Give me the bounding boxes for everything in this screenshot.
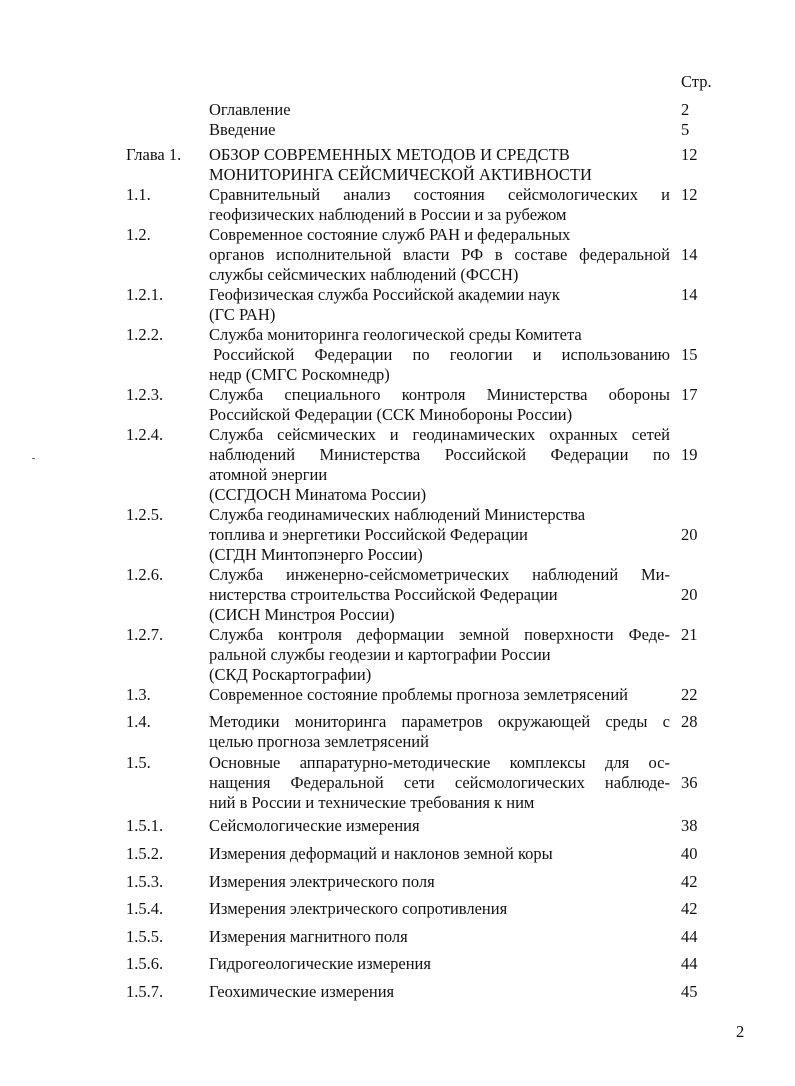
toc-entry-title: Измерения электрического сопротивления [209,899,508,918]
toc-entry-page: 36 [681,773,698,792]
toc-entry-page: 22 [681,685,698,704]
toc-entry-page: 38 [681,816,698,835]
toc-entry-title: Гидрогеологические измерения [209,954,431,973]
page-number: 2 [736,1022,745,1041]
toc-entry-title: Служба сейсмических и геодинамических охранных сетей наблюдений Министерства Российской Федерации по атомной энергии (ССГДОСН Минатома России) [209,425,670,504]
toc-entry-number: 1.2.7. [126,625,164,644]
toc-entry-page: 2 [681,100,690,119]
toc-entry-page: 20 [681,525,698,544]
toc-entry-page: 44 [681,954,698,973]
toc-entry-number: 1.5.7. [126,982,164,1001]
toc-entry-number: 1.5.4. [126,899,164,918]
toc-entry-page: 14 [681,245,698,264]
toc-entry-title: Сравнительный анализ состояния сейсмологических и геофизических наблюдений в России и за рубежом [209,185,670,224]
toc-entry-page: 40 [681,844,698,863]
toc-entry-page: 17 [681,385,698,404]
scan-speck [32,458,35,459]
toc-entry-title: Служба инженерно-сейсмометрических наблюдений Ми- нистерства строительства Российской Федерации (СИСН Минстроя России) [209,565,670,624]
toc-entry-page: 12 [681,185,698,204]
toc-entry-number: 1.2.3. [126,385,164,404]
toc-entry-page: 42 [681,872,698,891]
toc-entry-title: Введение [209,120,276,139]
toc-entry-title: Современное состояние служб РАН и федеральных органов исполнительной власти РФ в составе федеральной службы сейсмических наблюдений (ФССН) [209,225,670,284]
toc-entry-page: 19 [681,445,698,464]
toc-entry-page: 44 [681,927,698,946]
toc-entry-number: 1.5.6. [126,954,164,973]
toc-entry-number: 1.2.2. [126,325,164,344]
toc-entry-page: 15 [681,345,698,364]
toc-entry-number: 1.2.1. [126,285,164,304]
toc-entry-title: Современное состояние проблемы прогноза землетрясений [209,685,628,704]
toc-entry-title: Методики мониторинга параметров окружающей среды с целью прогноза землетрясений [209,712,670,751]
toc-entry-number: 1.5.1. [126,816,164,835]
toc-entry-title: Геохимические измерения [209,982,395,1001]
toc-entry-number: 1.5.2. [126,844,164,863]
toc-entry-number: Глава 1. [126,145,182,164]
toc-entry-title: ОБЗОР СОВРЕМЕННЫХ МЕТОДОВ И СРЕДСТВ МОНИТОРИНГА СЕЙСМИЧЕСКОЙ АКТИВНОСТИ [209,145,592,184]
toc-entry-title: Основные аппаратурно-методические комплексы для ос- нащения Федеральной сети сейсмологических наблюде- ний в России и технические требования к ним [209,753,670,812]
toc-entry-page: 20 [681,585,698,604]
toc-entry-page: 45 [681,982,698,1001]
toc-entry-title: Измерения электрического поля [209,872,435,891]
toc-entry-page: 12 [681,145,698,164]
toc-entry-number: 1.2. [126,225,151,244]
toc-entry-title: Сейсмологические измерения [209,816,420,835]
toc-entry-title: Служба специального контроля Министерства обороны Российской Федерации (ССК Минобороны России) [209,385,670,424]
toc-entry-title: Служба контроля деформации земной поверхности Феде- ральной службы геодезии и картографии России (СКД Роскартографии) [209,625,670,684]
toc-entry-number: 1.2.4. [126,425,164,444]
toc-entry-title: Оглавление [209,100,291,119]
toc-entry-number: 1.3. [126,685,151,704]
toc-entry-number: 1.5. [126,753,151,772]
toc-entry-title: Геофизическая служба Российской академии наук (ГС РАН) [209,285,560,324]
toc-entry-page: 28 [681,712,698,731]
toc-entry-title: Измерения магнитного поля [209,927,408,946]
toc-entry-number: 1.1. [126,185,151,204]
toc-entry-number: 1.4. [126,712,151,731]
toc-entry-title: Служба геодинамических наблюдений Министерства топлива и энергетики Российской Федерации (СГДН Минтопэнерго России) [209,505,586,564]
toc-entry-page: 21 [681,625,698,644]
toc-entry-number: 1.2.5. [126,505,164,524]
toc-entry-title: Измерения деформаций и наклонов земной коры [209,844,553,863]
toc-entry-title: Служба мониторинга геологической среды Комитета Российской Федерации по геологии и использованию недр (СМГС Роскомнедр) [209,325,670,384]
toc-entry-page: 42 [681,899,698,918]
toc-entry-page: 5 [681,120,690,139]
toc-entry-number: 1.5.3. [126,872,164,891]
toc-entry-page: 14 [681,285,698,304]
toc-entry-number: 1.2.6. [126,565,164,584]
toc-entry-number: 1.5.5. [126,927,164,946]
page-col-header: Стр. [681,72,712,91]
